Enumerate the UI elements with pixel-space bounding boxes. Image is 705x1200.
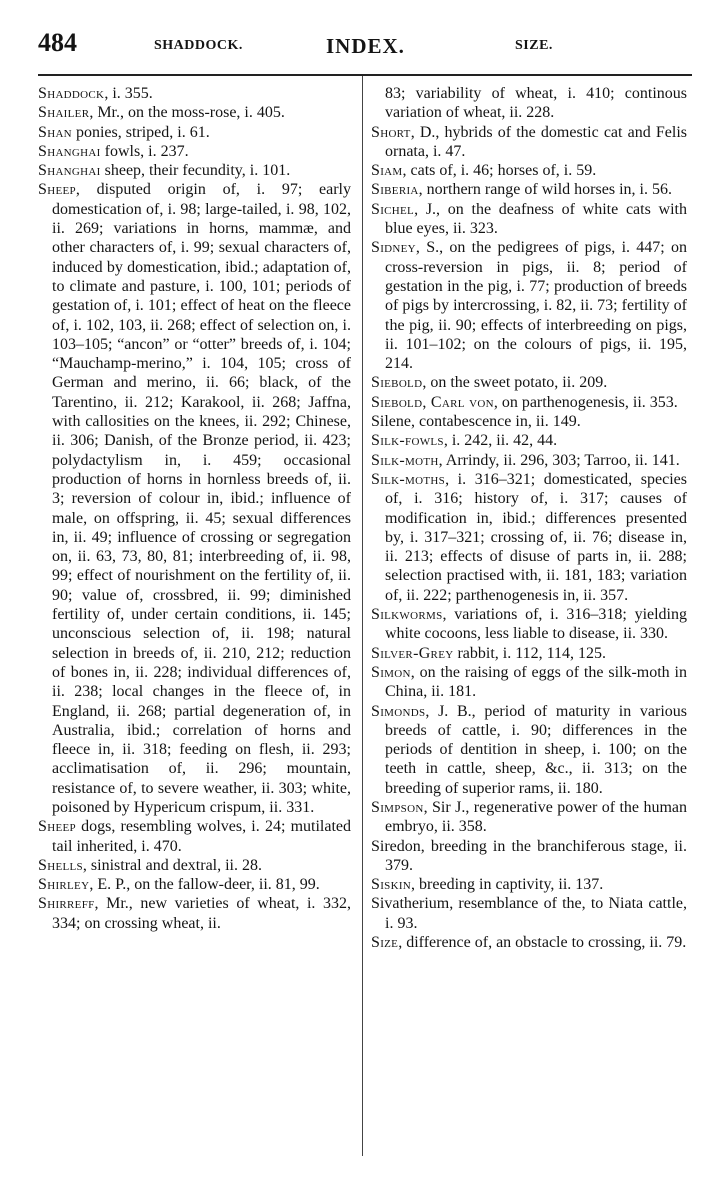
index-entry: [371, 470, 687, 605]
index-entry: [371, 412, 687, 431]
entry-head: Siam: [371, 162, 403, 180]
entry-head: Shirley: [38, 876, 90, 894]
entry-head: Shanghai: [38, 142, 101, 160]
entry-head: Sheep: [38, 181, 76, 199]
column-divider: [362, 76, 363, 1156]
index-entry: [38, 894, 351, 933]
index-entry: [371, 702, 687, 798]
entry-head: Shanghai: [38, 162, 101, 180]
entry-text: , on the raising of eggs of the silk-moth in China, ii. 181.: [385, 663, 687, 701]
index-entry: [371, 663, 687, 702]
entry-text: , J. B., period of maturity in various breeds of cattle, i. 90; differences in the periods of dentition in sheep, i. 100; on the teeth in cattle, sheep, &c., ii. 313; on the breeding of superior rams, ii. 180.: [385, 702, 687, 797]
entry-text: , Arrindy, ii. 296, 303; Tarroo, ii. 141.: [438, 451, 680, 469]
entry-head: Short: [371, 123, 411, 141]
left-column: [38, 84, 351, 933]
entry-text: Silene, contabescence in, ii. 149.: [371, 413, 581, 431]
entry-text: , S., on the pedigrees of pigs, i. 447; on cross-reversion in pigs, ii. 8; period of gestation in the pig, i. 77; production of breeds of pigs by intercrossing, i. 82, ii. 73; fertility of the pig, ii. 90; effects of interbreeding on pigs, ii. 101–102; on the colours of pigs, ii. 195, 214.: [385, 239, 687, 373]
entry-text: , Mr., new varieties of wheat, i. 332, 334; on crossing wheat, ii.: [52, 895, 351, 932]
index-entry: [371, 238, 687, 373]
entry-text: fowls, i. 237.: [100, 142, 189, 160]
page-number: 484: [38, 28, 77, 57]
entry-head: Simpson: [371, 798, 424, 816]
index-entry: [371, 200, 687, 239]
entry-head: Silkworms: [371, 606, 443, 624]
index-entry: [38, 180, 351, 817]
entry-head: Shirreff: [38, 895, 95, 913]
index-entry: [371, 393, 687, 412]
entry-text: , i. 242, ii. 42, 44.: [443, 432, 558, 450]
index-entry: [371, 180, 687, 199]
entry-head: Sheep: [38, 818, 76, 836]
index-entry: [371, 933, 687, 952]
entry-text: Sivatherium, resemblance of the, to Niata cattle, i. 93.: [371, 895, 687, 932]
entry-head: Siberia: [371, 181, 419, 199]
entry-head: Simonds: [371, 702, 426, 720]
entry-head: Shailer: [38, 104, 90, 122]
index-entry: [371, 123, 687, 162]
entry-text: , difference of, an obstacle to crossing, ii. 79.: [398, 934, 687, 952]
index-entry: [38, 817, 351, 856]
index-entry: [371, 837, 687, 876]
index-entry-continued: [371, 84, 687, 123]
page-header: [38, 28, 691, 68]
entry-head: Simon: [371, 663, 411, 681]
index-entry: [38, 103, 351, 122]
entry-head: Silver-Grey: [371, 644, 454, 662]
entry-text: , disputed origin of, i. 97; early domestication of, i. 98; large-tailed, i. 98, 102, ii. 269; variations in horns, mammæ, and other characters of, i. 99; sexual characters of, induced by domestication, ibid.; adaptation of, to climate and pasture, i. 100, 101; periods of gestation of, i. 101; effect of heat on the fleece of, i. 102, 103, ii. 268; effect of selection on, i. 103–105; “ancon” or “otter” breeds of, i. 104; “Mauchamp-merino,” i. 104, 105; cross of German and merino, ii. 66; black, of the Tarentino, ii. 212; Karakool, ii. 268; Jaffna, with callosities on the knees, ii. 292; Chinese, ii. 306; Danish, of the Bronze period, ii. 423; polydactylism in, i. 459; occasional production of horns in hornless breeds of, ii. 3; reversion of colour in, ibid.; influence of male, on offspring, ii. 45; sexual differences in, ii. 49; influence of crossing or segregation on, ii. 63, 73, 80, 81; interbreeding of, ii. 98, 99; effect of nourishment on the fertility of, ii. 90; value of, crossbred, ii. 99; diminished fertility of, under certain conditions, ii. 145; unconscious selection of, ii. 198; natural selection in breeds of, ii. 210, 212; reduction of bones in, ii. 228; individual differences of, ii. 238; local changes in the fleece of, in England, ii. 268; partial degeneration of, in Australia, ibid.; correlation of horns and fleece in, ii. 318; feeding on flesh, ii. 293; acclimatisation of, ii. 296; mountain, resistance of, to severe weather, ii. 303; white, poisoned by Hypericum crispum, ii. 331.: [52, 181, 351, 816]
index-entry: [371, 875, 687, 894]
entry-text: , on the sweet potato, ii. 209.: [422, 374, 608, 392]
entry-text: sheep, their fecundity, i. 101.: [100, 162, 291, 180]
left-running-head: SHADDOCK.: [154, 38, 243, 53]
page-title: INDEX.: [326, 34, 405, 58]
entry-text: , i. 316–321; domesticated, species of, i. 316; history of, i. 317; causes of modification in, ibid.; differences presented by, i. 317–321; crossing of, ii. 76; disease in, ii. 213; effects of disuse of parts in, ii. 288; selection practised with, ii. 181, 183; variation of, ii. 222; parthenogenesis in, ii. 357.: [385, 470, 687, 604]
entry-head: Sidney: [371, 239, 416, 257]
header-rule: [38, 74, 692, 76]
entry-head: Shan: [38, 123, 72, 141]
entry-text: , northern range of wild horses in, i. 56.: [418, 181, 672, 199]
entry-text: , Sir J., regenerative power of the human embryo, ii. 358.: [385, 798, 687, 836]
entry-text: , on parthenogenesis, ii. 353.: [493, 393, 678, 411]
index-entry: [371, 605, 687, 644]
entry-head: Size: [371, 934, 399, 952]
entry-text: ponies, striped, i. 61.: [71, 123, 210, 141]
right-column: [371, 84, 687, 952]
entry-text: , sinistral and dextral, ii. 28.: [82, 856, 262, 874]
right-running-head: SIZE.: [515, 38, 553, 53]
entry-text: , E. P., on the fallow-deer, ii. 81, 99.: [89, 876, 320, 894]
entry-text: , Mr., on the moss-rose, i. 405.: [89, 104, 285, 122]
entry-text: rabbit, i. 112, 114, 125.: [453, 644, 607, 662]
index-entry: [371, 644, 687, 663]
index-entry: [371, 894, 687, 933]
entry-text: Siredon, breeding in the branchiferous stage, ii. 379.: [371, 837, 687, 874]
index-entry: [371, 161, 687, 180]
entry-head: Siskin: [371, 876, 412, 894]
entry-text: , J., on the deafness of white cats with blue eyes, ii. 323.: [385, 200, 687, 238]
entry-head: Shaddock: [38, 85, 105, 102]
index-entry: [38, 84, 351, 103]
index-entry: [38, 142, 351, 161]
entry-text: dogs, resembling wolves, i. 24; mutilated tail inherited, i. 470.: [52, 818, 351, 855]
index-entry: [38, 161, 351, 180]
index-entry: [371, 451, 687, 470]
entry-head: Silk-fowls: [371, 432, 444, 450]
index-entry: [371, 431, 687, 450]
entry-text: , breeding in captivity, ii. 137.: [411, 876, 604, 894]
entry-head: Siebold, Carl von: [371, 393, 494, 411]
entry-head: Sichel: [371, 200, 415, 218]
entry-text: , i. 355.: [104, 85, 153, 102]
index-entry: [38, 123, 351, 142]
entry-text: , cats of, i. 46; horses of, i. 59.: [402, 162, 597, 180]
entry-head: Siebold: [371, 374, 423, 392]
entry-text: 83; variability of wheat, i. 410; continous variation of wheat, ii. 228.: [385, 85, 687, 122]
index-entry: [371, 798, 687, 837]
entry-head: Silk-moths: [371, 470, 446, 488]
index-entry: [38, 875, 351, 894]
entry-head: Shells: [38, 856, 83, 874]
index-entry: [38, 856, 351, 875]
index-entry: [371, 373, 687, 392]
entry-head: Silk-moth: [371, 451, 439, 469]
entry-text: , D., hybrids of the domestic cat and Felis ornata, i. 47.: [385, 123, 687, 160]
entry-text: , variations of, i. 316–318; yielding white cocoons, less liable to disease, ii. 330.: [385, 606, 687, 643]
